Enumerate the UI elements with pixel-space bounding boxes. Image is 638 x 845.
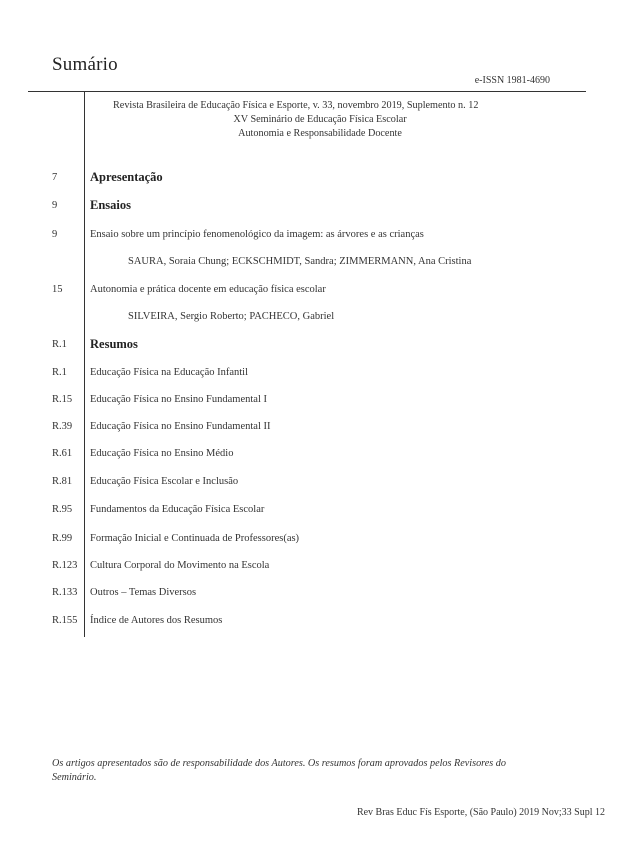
responsibility-note: Os artigos apresentados são de responsabilidade dos Autores. Os resumos foram aprovados pelos Revisores do Seminário. [52,758,506,783]
toc-page-number: 7 [52,172,58,183]
toc-entry-title: Formação Inicial e Continuada de Professores(as) [90,533,300,544]
toc-section-ensaios[interactable] [0,200,638,214]
toc-entry-r1[interactable] [0,367,638,381]
toc-section-apresentacao[interactable] [0,172,638,186]
toc-page-number: R.99 [52,533,73,544]
toc-entry-r133[interactable] [0,587,638,601]
toc-section-resumos[interactable] [0,339,638,353]
toc-entry-title: Outros – Temas Diversos [90,587,197,598]
header-rule [28,91,586,92]
toc-entry-title: Cultura Corporal do Movimento na Escola [90,560,270,571]
toc-entry-title: Educação Física no Ensino Fundamental II [90,421,271,432]
toc-page-number: R.61 [52,448,73,459]
toc-page-number: R.39 [52,421,73,432]
toc-page-number: R.1 [52,339,67,350]
toc-entry-ensaio-1[interactable] [0,229,638,243]
toc-entry-authors: SAURA, Soraia Chung; ECKSCHMIDT, Sandra; ZIMMERMANN, Ana Cristina [128,256,472,267]
toc-entry-r39[interactable] [0,421,638,435]
toc-entry-r61[interactable] [0,448,638,462]
toc-page-number: R.81 [52,476,73,487]
journal-header [85,99,555,141]
page-title: Sumário [52,54,118,75]
toc-page-number: R.133 [52,587,78,598]
toc-section-title: Ensaios [90,198,131,212]
page-footer: Rev Bras Educ Fís Esporte, (São Paulo) 2019 Nov;33 Supl 12 [356,807,605,818]
toc-section-title: Apresentação [90,170,163,184]
toc-page-number: R.123 [52,560,78,571]
toc-entry-title: Educação Física na Educação Infantil [90,367,249,378]
toc-entry-r81[interactable] [0,476,638,490]
toc-entry-ensaio-2[interactable] [0,284,638,298]
toc-page-number: R.95 [52,504,73,515]
toc-entry-title: Ensaio sobre um princípio fenomenológico da imagem: as árvores e as crianças [90,229,424,240]
toc-entry-authors: SILVEIRA, Sergio Roberto; PACHECO, Gabriel [128,311,335,322]
toc-section-title: Resumos [90,337,138,351]
toc-entry-title: Fundamentos da Educação Física Escolar [90,504,265,515]
seminar-title: XV Seminário de Educação Física Escolar [233,114,407,125]
issn-label: e-ISSN 1981-4690 [474,75,550,86]
toc-entry-title: Educação Física no Ensino Médio [90,448,234,459]
toc-entry-r123[interactable] [0,560,638,574]
toc-entry-r15[interactable] [0,394,638,408]
toc-entry-r95[interactable] [0,504,638,518]
toc-page-number: 15 [52,284,63,295]
toc-page-number: 9 [52,200,58,211]
toc-entry-r99[interactable] [0,533,638,547]
toc-page-number: R.1 [52,367,67,378]
toc-entry-title: Educação Física Escolar e Inclusão [90,476,239,487]
toc-page-number: R.155 [52,615,78,626]
toc-entry-title: Autonomia e prática docente em educação física escolar [90,284,326,295]
toc-entry-r155[interactable] [0,615,638,629]
seminar-theme: Autonomia e Responsabilidade Docente [238,128,402,139]
toc-page-number: 9 [52,229,58,240]
journal-citation: Revista Brasileira de Educação Física e Esporte, v. 33, novembro 2019, Suplemento n. 12 [113,100,479,111]
toc-entry-title: Índice de Autores dos Resumos [90,615,223,626]
toc-page-number: R.15 [52,394,73,405]
toc-entry-title: Educação Física no Ensino Fundamental I [90,394,267,405]
